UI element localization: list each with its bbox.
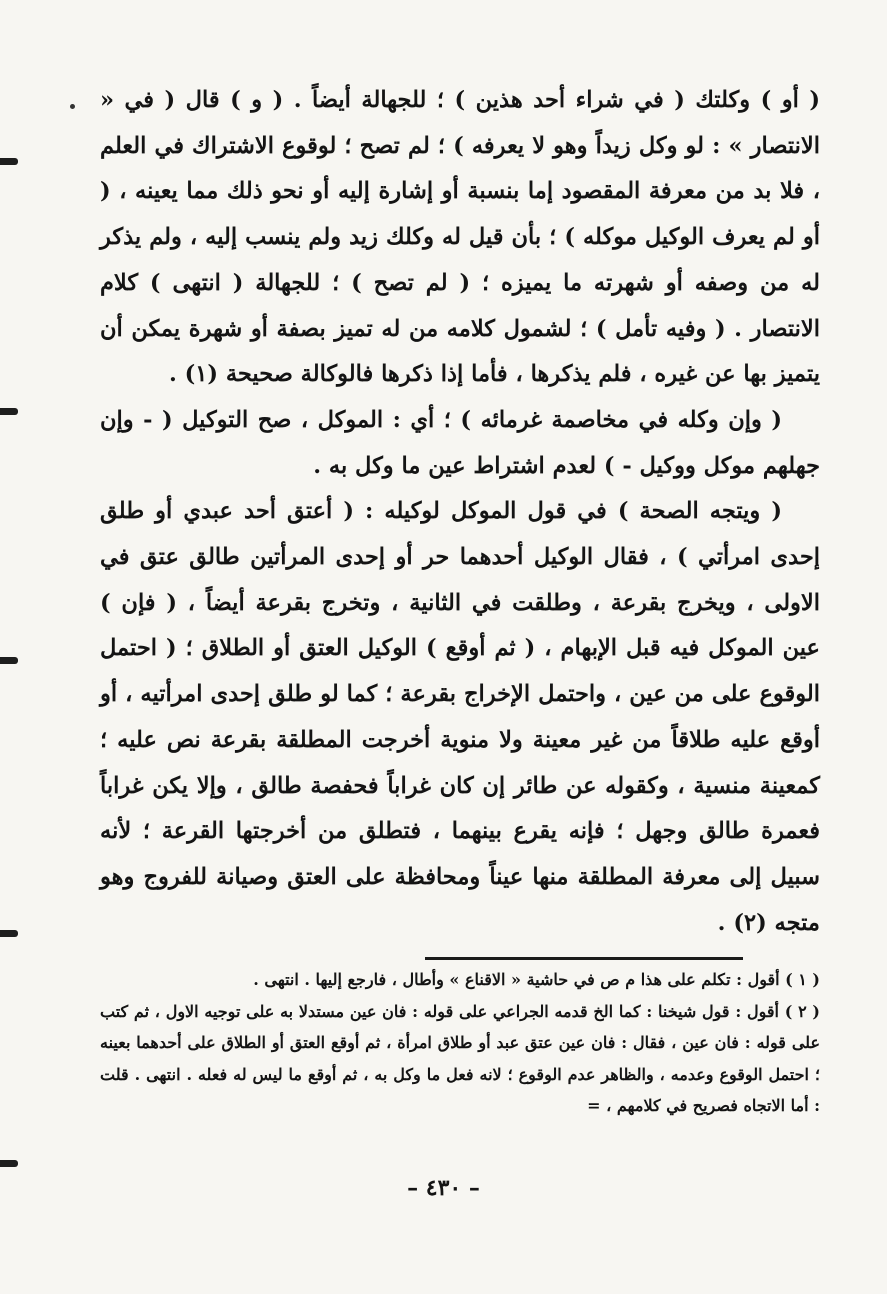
paragraph: ( ويتجه الصحة ) في قول الموكل لوكيله : ( أعتق أحد عبدي أو طلق إحدى امرأتي ) ، فقال الوكيل أحدهما حر أو إحدى المرأتين طالق عتق في الاولى ، ويخرج بقرعة ، وطلقت في الثانية ، وتخرج بقرعة أيضاً ، ( فإن ) عين الموكل فيه قبل الإبهام ، ( ثم أوقع ) الوكيل العتق أو الطلاق ؛ ( احتمل الوقوع على من عين ، واحتمل الإخراج بقرعة ؛ كما لو طلق إحدى امرأتيه ، أو أوقع عليه طلاقاً من غير معينة ولا منوية أخرجت المطلقة بقرعة نص عليه ؛ كمعينة منسية ، وكقوله عن طائر إن كان غراباً فحفصة طالق ، وإلا يكن غراباً فعمرة طالق وجهل ؛ فإنه يقرع بينهما ، فتطلق من أخرجتها القرعة ؛ لأنه سبيل إلى معرفة المطلقة منها عيناً ومحافظة على العتق وصيانة للفروج وهو متجه (٢) . — [100, 498, 820, 936]
paragraph: ( أو ) وكلتك ( في شراء أحد هذين ) ؛ للجهالة أيضاً . ( و ) قال ( في « الانتصار » : لو وكل زيداً وهو لا يعرفه ) ؛ لم تصح ؛ لوقوع الاشتراك في العلم ، فلا بد من معرفة المقصود إما بنسبة أو إشارة إليه أو نحو ذلك مما يعينه ، ( أو لم يعرف الوكيل موكله ) ؛ بأن قيل له وكلك زيد ولم ينسب إليه ، ولم يذكر له من وصفه أو شهرته ما يميزه ؛ ( لم تصح ) ؛ للجهالة ( انتهى ) كلام الانتصار . ( وفيه تأمل ) ؛ لشمول كلامه من له تميز بصفة أو شهرة يمكن أن يتميز بها عن غيره ، فلم يذكرها ، فأما إذا ذكرها فالوكالة صحيحة (١) . — [100, 87, 820, 388]
binding-mark — [0, 657, 18, 664]
page-number: – ٤٣٠ – — [407, 1175, 480, 1201]
footnote: ( ١ ) أقول : تكلم على هذا م ص في حاشية « الاقناع » وأطال ، فارجع إليها . انتهى . — [253, 970, 820, 989]
footnote: ( ٢ ) أقول : قول شيخنا : كما الخ قدمه الجراعي على قوله : فان عين مستدلا به على توجيه الاول ، ثم كتب على قوله : فان عين ، فقال : فان عين عتق عبد أو طلاق امرأة ، ثم أوقع العتق أو الطلاق على أحدهما بعينه ؛ احتمل الوقوع وعدمه ، والظاهر عدم الوقوع ؛ لانه فعل ما وكل به ، ثم أوقع ما ليس له فعله . انتهى . قلت : أما الاتجاه فصريح في كلامهم ، = — [100, 1001, 821, 1115]
main-text — [100, 78, 820, 946]
binding-mark — [0, 158, 18, 165]
ink-speck — [70, 104, 75, 109]
paragraph: ( وإن وكله في مخاصمة غرمائه ) ؛ أي : الموكل ، صح التوكيل ( - وإن جهلهم موكل ووكيل - ) لعدم اشتراط عين ما وكل به . — [100, 406, 820, 479]
binding-mark — [0, 1160, 18, 1167]
footnote-separator — [425, 957, 743, 960]
binding-mark — [0, 408, 18, 415]
binding-mark — [0, 930, 18, 937]
footnotes — [100, 964, 820, 1122]
